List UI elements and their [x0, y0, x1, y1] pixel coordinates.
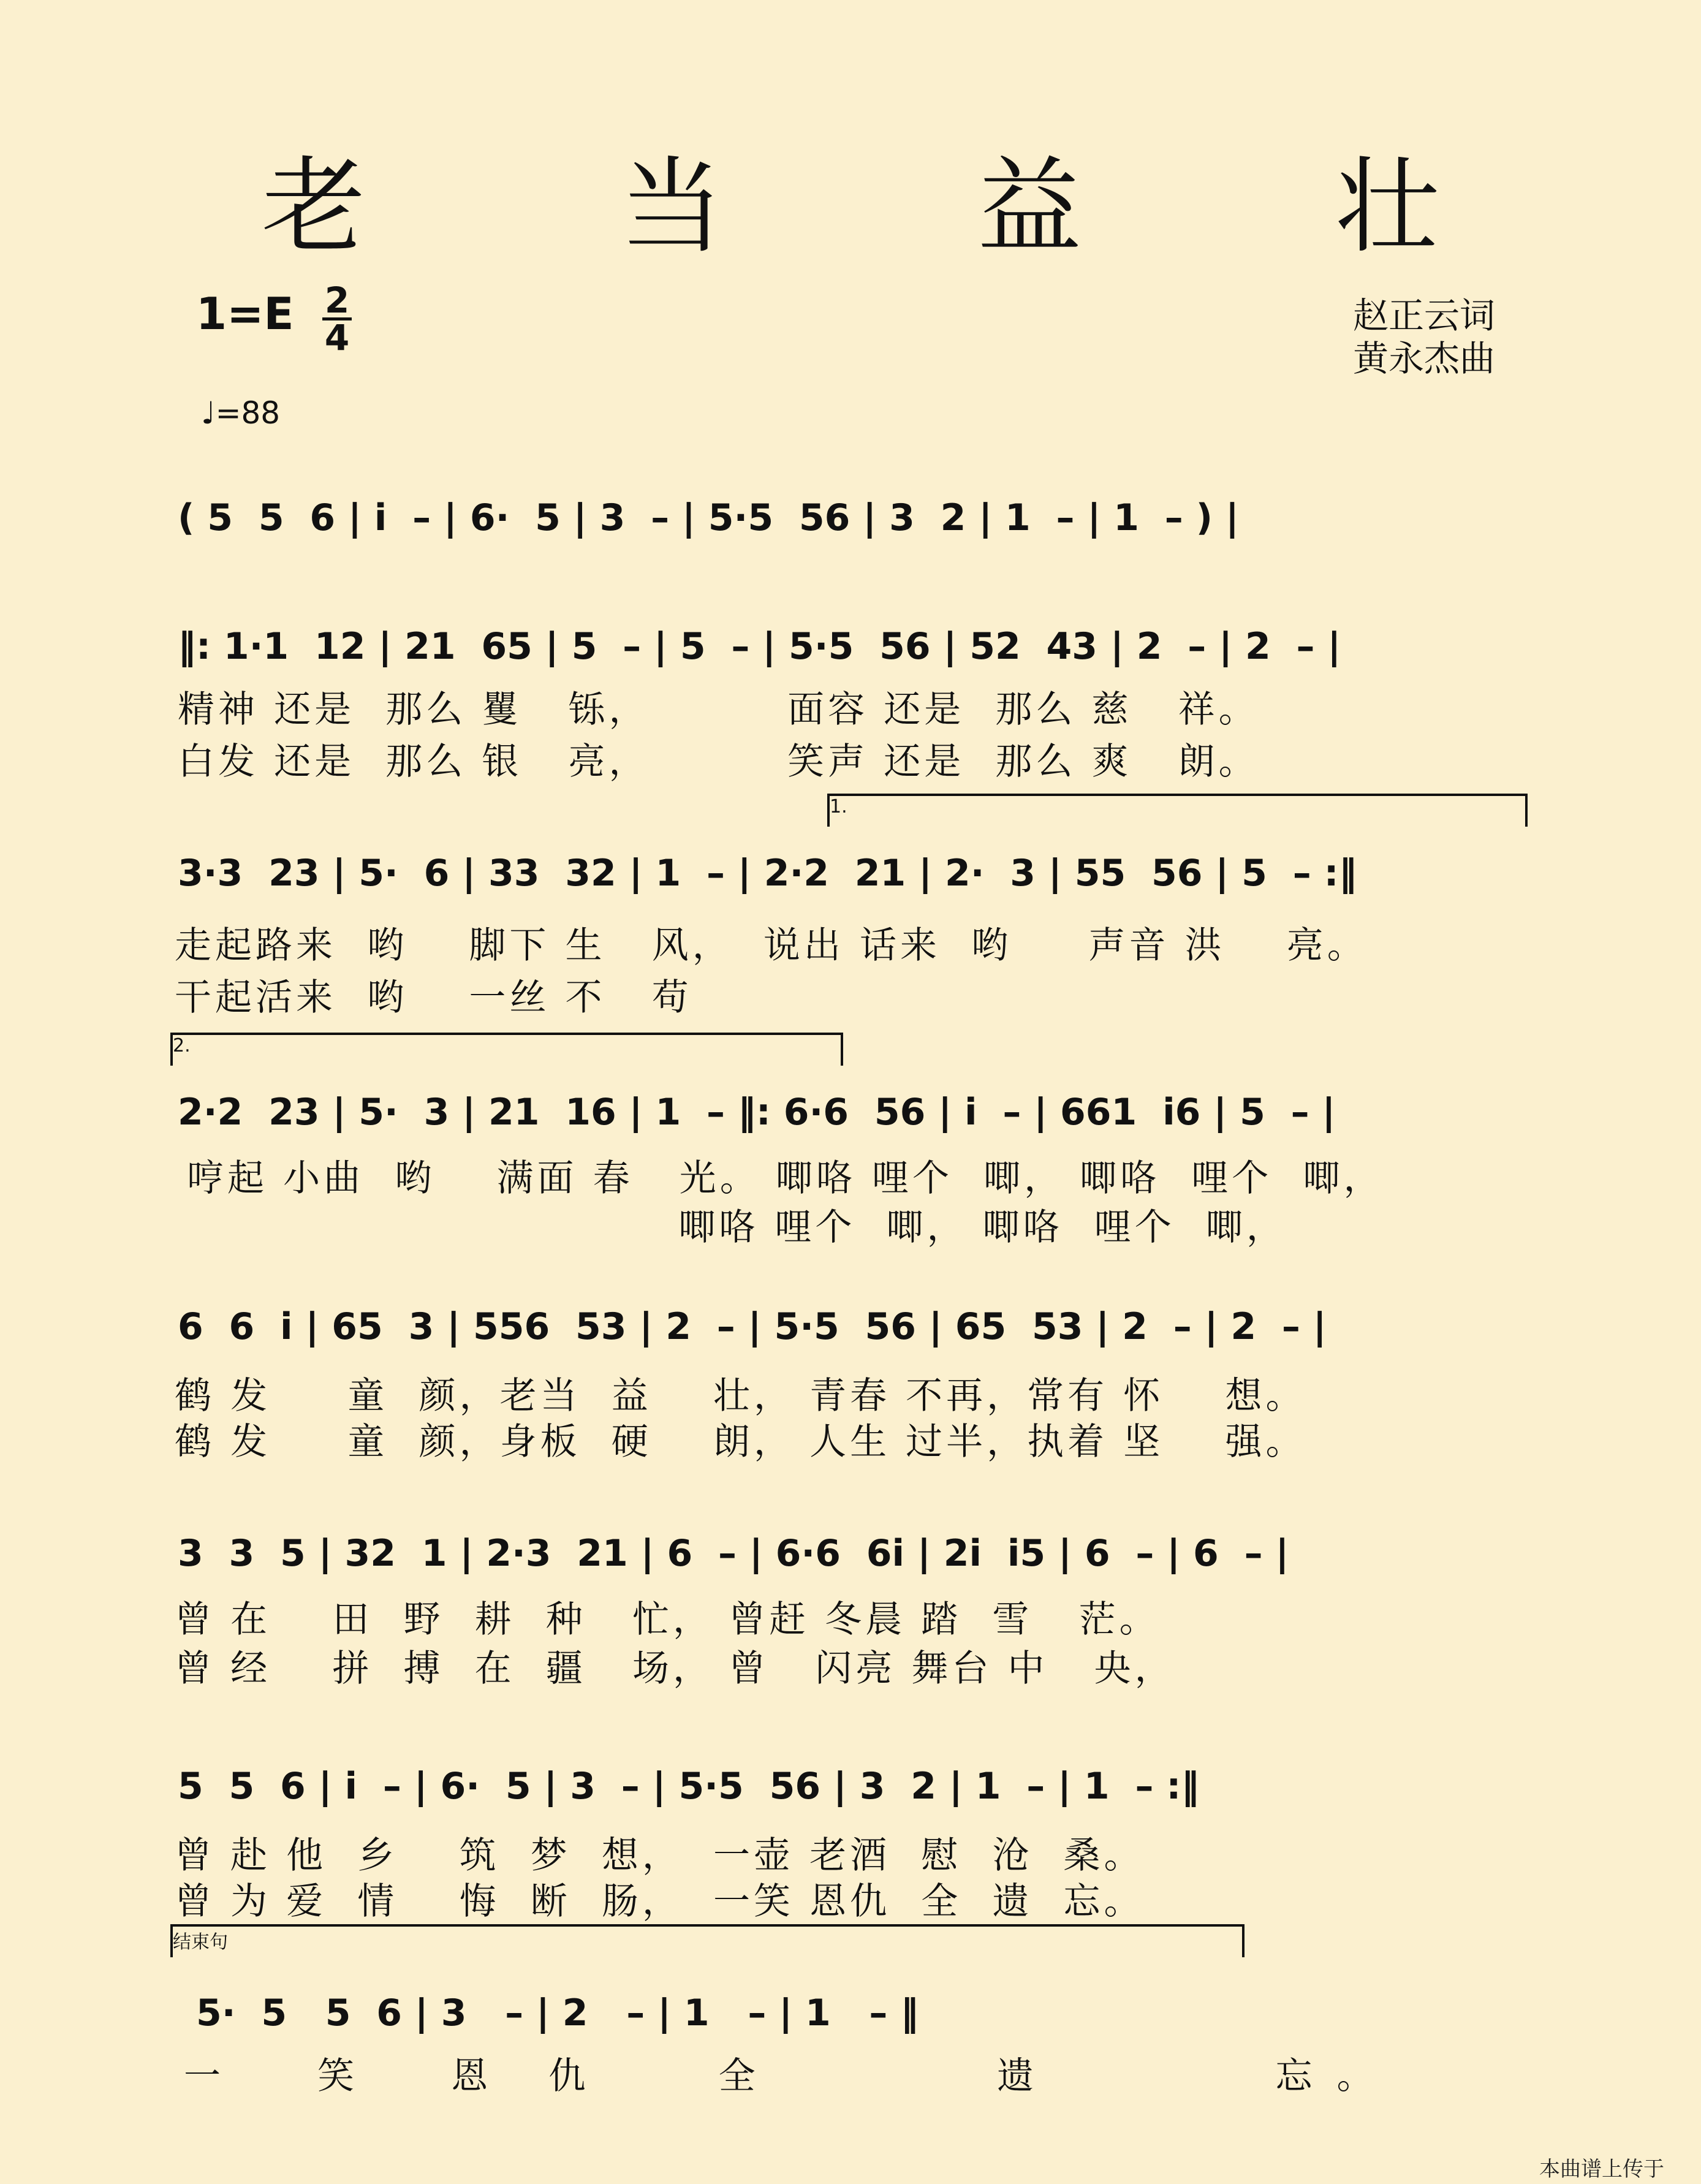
time-signature-top: 2: [324, 279, 350, 321]
ending-bracket: [170, 1924, 1244, 1957]
notes-line: 5· 5 5 6 | 3 – | 2 – | 1 – | 1 – ‖: [196, 1992, 919, 2034]
score-system-3: [175, 840, 1532, 1023]
credits: [1353, 294, 1495, 380]
notes-line: 5 5 6 | i – | 6· 5 | 3 – | 5·5 56 | 3 2 | 1 – | 1 – :‖: [178, 1765, 1200, 1808]
lyric-line-1: 走起路来 哟 脚下 生 风， 说出 话来 哟 声音 洪 亮。: [175, 924, 1368, 967]
lyric-line-1: 一 笑 恩 仇 全 遗 忘。: [184, 2055, 1398, 2098]
time-signature: [319, 279, 355, 358]
notes-line: 3·3 23 | 5· 6 | 33 32 | 1 – | 2·2 21 | 2· 3 | 55 56 | 5 – :‖: [178, 852, 1357, 895]
lyric-line-2: 鹤 发 童 颜，身板 硬 朗， 人生 过半，执着 坚 强。: [175, 1420, 1306, 1463]
first-ending-bracket: [827, 794, 1528, 827]
lyric-line-1: 鹤 发 童 颜，老当 益 壮， 青春 不再，常有 怀 想。: [175, 1374, 1306, 1417]
volta-label: 1.: [830, 796, 847, 817]
lyric-line-2: 白发 还是 那么 银 亮， 笑声 还是 那么 爽 朗。: [178, 740, 1259, 783]
key-signature: 1=E: [196, 288, 294, 339]
lyric-line-2: 干起活来 哟 一丝 不 苟: [175, 976, 692, 1019]
footer-watermark: 本曲谱上传于: [1539, 2157, 1664, 2182]
lyric-line-2: 曾 经 拼 搏 在 疆 场， 曾 闪亮 舞台 中 央，: [175, 1647, 1175, 1690]
lyric-line-2: 唧咯 哩个 唧， 唧咯 哩个 唧，: [187, 1206, 1287, 1249]
score-system-2: [178, 613, 1532, 783]
lyric-line-1: 曾 赴 他 乡 筑 梦 想， 一壶 老酒 慰 沧 桑。: [175, 1834, 1145, 1877]
notes-line: ( 5 5 6 | i – | 6· 5 | 3 – | 5·5 56 | 3 2 | 1 – | 1 – ) |: [178, 496, 1239, 539]
score-system-7: [175, 1753, 1532, 1936]
notes-line: 3 3 5 | 32 1 | 2·3 21 | 6 – | 6·6 6i | 2i i5 | 6 – | 6 – |: [178, 1532, 1289, 1575]
score-system-1: [178, 484, 1532, 552]
lyric-line-1: 精神 还是 那么 矍 铄， 面容 还是 那么 慈 祥。: [178, 688, 1259, 731]
time-signature-bottom: 4: [324, 317, 350, 358]
score-system-8: [178, 1979, 1532, 2102]
score-system-4: [178, 1079, 1532, 1262]
lyric-line-1: 哼起 小曲 哟 满面 春 光。 唧咯 哩个 唧， 唧咯 哩个 唧，: [187, 1157, 1384, 1200]
second-ending-bracket: [170, 1033, 843, 1066]
score-system-6: [175, 1520, 1532, 1704]
volta-label: 结束句: [173, 1932, 228, 1953]
lyric-line-1: 曾 在 田 野 耕 种 忙， 曾赶 冬晨 踏 雪 茫。: [175, 1598, 1160, 1641]
notes-line: ‖: 1·1 12 | 21 65 | 5 – | 5 – | 5·5 56 | 52 43 | 2 – | 2 – |: [178, 625, 1341, 668]
notes-line: 2·2 23 | 5· 3 | 21 16 | 1 – ‖: 6·6 56 | i – | 661 i6 | 5 – |: [178, 1091, 1336, 1134]
song-title: 老 当 益 壮: [261, 146, 1550, 268]
notes-line: 6 6 i | 65 3 | 556 53 | 2 – | 5·5 56 | 65 53 | 2 – | 2 – |: [178, 1305, 1327, 1348]
lyric-line-2: 曾 为 爱 情 悔 断 肠， 一笑 恩仇 全 遗 忘。: [175, 1880, 1145, 1923]
composer: 黄永杰曲: [1353, 338, 1496, 379]
tempo-marking: ♩=88: [201, 395, 281, 431]
score-system-5: [175, 1293, 1532, 1477]
lyricist: 赵正云词: [1353, 295, 1496, 336]
volta-label: 2.: [173, 1035, 191, 1056]
